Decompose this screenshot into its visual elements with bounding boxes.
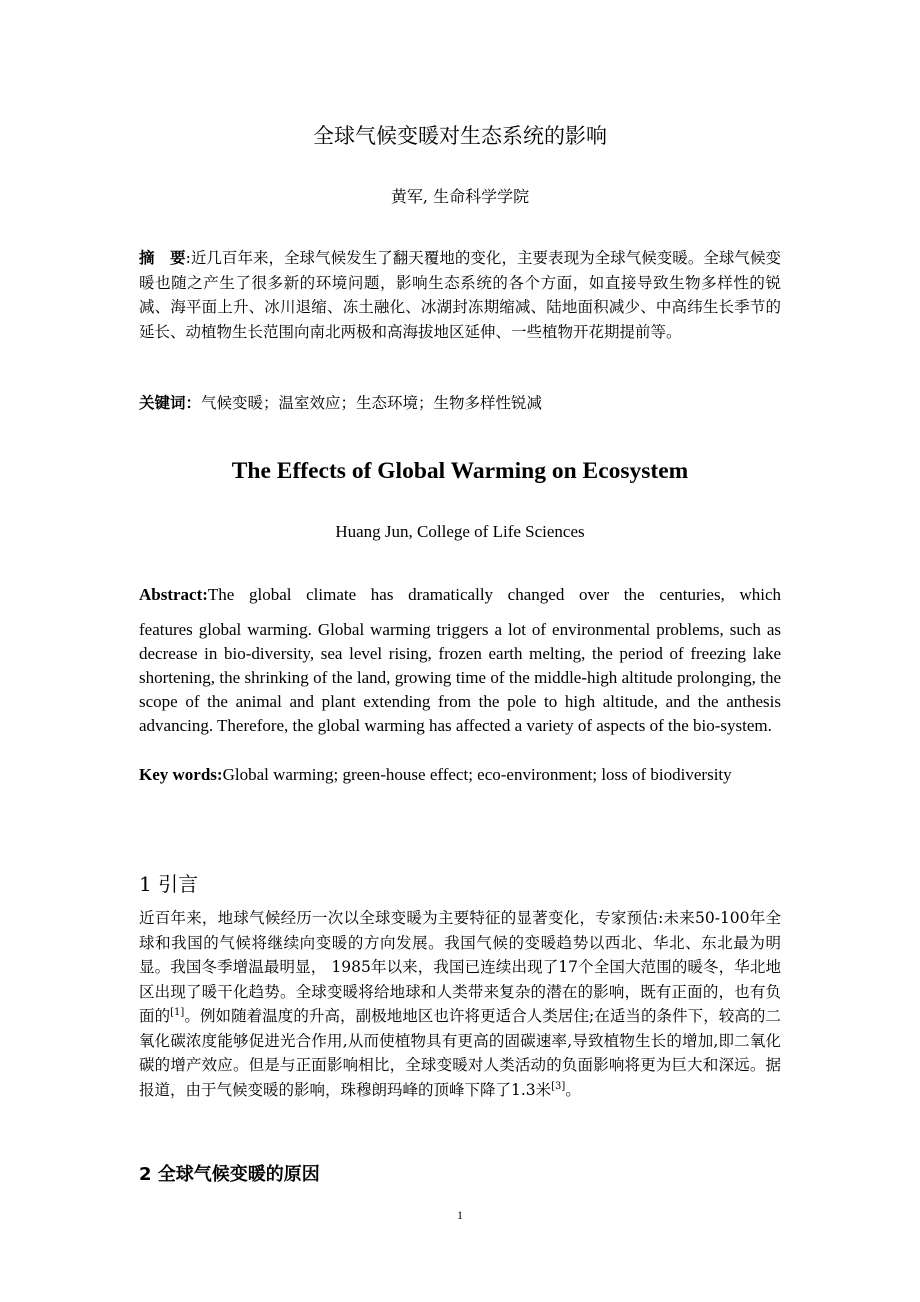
english-abstract-first-text: The global climate has dramatically changed over the centuries, which xyxy=(207,585,781,604)
english-abstract-text: features global warming. Global warming triggers a lot of environmental problems, such as decrease in bio-diversity, sea level rising, frozen earth melting, the period of freezing lake shortening, the shrinking of the land, growing time of the middle-high altitude prolonging, the scope of the animal and plant extending from the pole to high altitude, and the anthesis advancing. Therefore, the global warming has affected a variety of aspects of the bio-system. xyxy=(139,620,781,735)
chinese-abstract xyxy=(139,246,781,344)
citation-ref-3: [3] xyxy=(551,1080,566,1092)
english-abstract xyxy=(139,583,781,738)
intro-text-part-1: 近百年来，地球气候经历一次以全球变暖为主要特征的显著变化，专家预估:未来50-100年全球和我国的气候将继续向变暖的方向发展。我国气候的变暖趋势以西北、华北、东北最为明显。我国冬季增温最明显， 1985年以来，我国已连续出现了17个全国大范围的暖冬，华北地区出现了暖干化趋势。全球变暖将给地球和人类带来复杂的潜在的影响，既有正面的，也有负面的 xyxy=(139,909,781,1025)
introduction-paragraph xyxy=(139,906,781,1102)
citation-ref-1: [1] xyxy=(170,1006,185,1018)
page-number: 1 xyxy=(457,1208,463,1222)
section-2-heading: 2 全球气候变暖的原因 xyxy=(139,1164,320,1185)
chinese-title: 全球气候变暖对生态系统的影响 xyxy=(313,124,607,148)
intro-text-part-3: 。 xyxy=(565,1080,581,1099)
english-keywords-label: Key words: xyxy=(139,765,223,784)
chinese-keywords xyxy=(139,391,781,416)
intro-text-part-2: 。例如随着温度的升高，副极地地区也许将更适合人类居住;在适当的条件下，较高的二氧化碳浓度能够促进光合作用,从而使植物具有更高的固碳速率,导致植物生长的增加,即二氧化碳的增产效应。但是与正面影响相比，全球变暖对人类活动的负面影响将更为巨大和深远。据报道，由于气候变暖的影响，珠穆朗玛峰的顶峰下降了1.3米 xyxy=(139,1007,781,1099)
english-author: Huang Jun, College of Life Sciences xyxy=(335,522,585,541)
chinese-author: 黄军, 生命科学学院 xyxy=(390,187,530,206)
chinese-abstract-label: 摘 要 xyxy=(139,249,186,267)
section-1-heading: 1 引言 xyxy=(139,872,199,896)
english-title: The Effects of Global Warming on Ecosystem xyxy=(231,458,689,484)
english-abstract-label: Abstract: xyxy=(139,585,208,604)
english-keywords xyxy=(139,763,781,787)
english-abstract-first-line xyxy=(139,583,781,607)
chinese-abstract-text: :近几百年来，全球气候发生了翻天覆地的变化，主要表现为全球气候变暖。全球气候变暖也随之产生了很多新的环境问题，影响生态系统的各个方面，如直接导致生物多样性的锐减、海平面上升、冰川退缩、冻土融化、冰湖封冻期缩减、陆地面积减少、中高纬生长季节的延长、动植物生长范围向南北两极和高海拔地区延伸、一些植物开花期提前等。 xyxy=(139,249,781,341)
english-keywords-text: Global warming; green-house effect; eco-environment; loss of biodiversity xyxy=(222,765,732,784)
chinese-keywords-text: 气候变暖；温室效应；生态环境；生物多样性锐减 xyxy=(201,394,543,412)
chinese-keywords-label: 关键词： xyxy=(139,394,202,412)
